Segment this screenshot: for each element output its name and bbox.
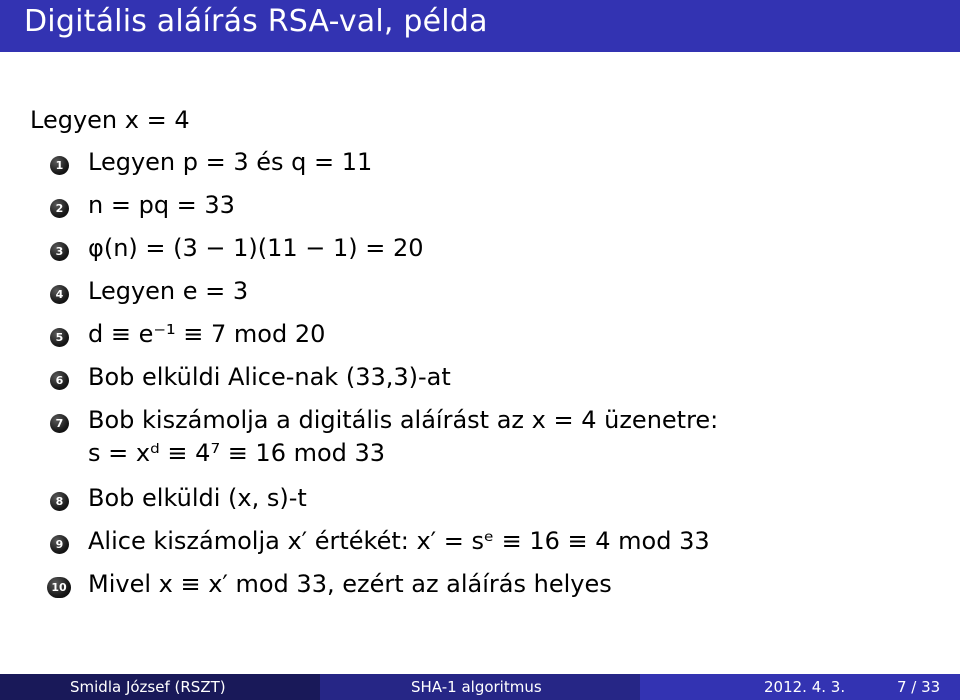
item-number-badge: 4 — [50, 285, 69, 304]
list-item — [50, 275, 950, 318]
item-number-badge: 10 — [47, 577, 71, 598]
list-item — [50, 482, 950, 525]
item-number-badge: 8 — [50, 492, 69, 511]
step-list — [50, 146, 950, 611]
footer-topic-section — [320, 674, 640, 700]
item-number-badge: 6 — [50, 371, 69, 390]
item-text: n = pq = 33 — [88, 191, 235, 219]
list-item — [50, 525, 950, 568]
intro-line: Legyen x = 4 — [30, 106, 190, 134]
item-number-badge: 1 — [50, 156, 69, 175]
footer-author: Smidla József (RSZT) — [70, 678, 226, 696]
item-text: Alice kiszámolja x′ értékét: x′ = sᵉ ≡ 16 ≡ 4 mod 33 — [88, 527, 710, 555]
item-text: d ≡ e⁻¹ ≡ 7 mod 20 — [88, 320, 326, 348]
item-text-line-1: Bob kiszámolja a digitális aláírást az x = 4 üzenetre: — [88, 406, 719, 434]
item-number-badge: 5 — [50, 328, 69, 347]
footer-page-number: 7 / 33 — [897, 678, 941, 696]
item-text — [88, 406, 718, 467]
item-number-badge: 9 — [50, 535, 69, 554]
item-number-badge: 2 — [50, 199, 69, 218]
item-text: Bob elküldi (x, s)-t — [88, 484, 307, 512]
footer-date-section — [640, 674, 960, 700]
footer-date: 2012. 4. 3. — [764, 678, 846, 696]
item-text: Legyen e = 3 — [88, 277, 249, 305]
page-title: Digitális aláírás RSA-val, példa — [24, 4, 488, 39]
list-item — [50, 361, 950, 404]
item-text: Legyen p = 3 és q = 11 — [88, 148, 373, 176]
item-text: Mivel x ≡ x′ mod 33, ezért az aláírás helyes — [88, 570, 612, 598]
item-number-badge: 7 — [50, 414, 69, 433]
list-item — [50, 146, 950, 189]
list-item — [50, 232, 950, 275]
list-item — [50, 189, 950, 232]
list-item — [50, 404, 950, 482]
item-text: Bob elküldi Alice-nak (33,3)-at — [88, 363, 451, 391]
footer-topic: SHA-1 algoritmus — [411, 678, 542, 696]
list-item — [50, 568, 950, 611]
item-text: φ(n) = (3 − 1)(11 − 1) = 20 — [88, 234, 424, 262]
footer-author-section — [0, 674, 320, 700]
title-bar — [0, 0, 960, 52]
footer-bar — [0, 674, 960, 700]
list-item — [50, 318, 950, 361]
item-text-line-2: s = xᵈ ≡ 4⁷ ≡ 16 mod 33 — [88, 439, 386, 467]
item-number-badge: 3 — [50, 242, 69, 261]
